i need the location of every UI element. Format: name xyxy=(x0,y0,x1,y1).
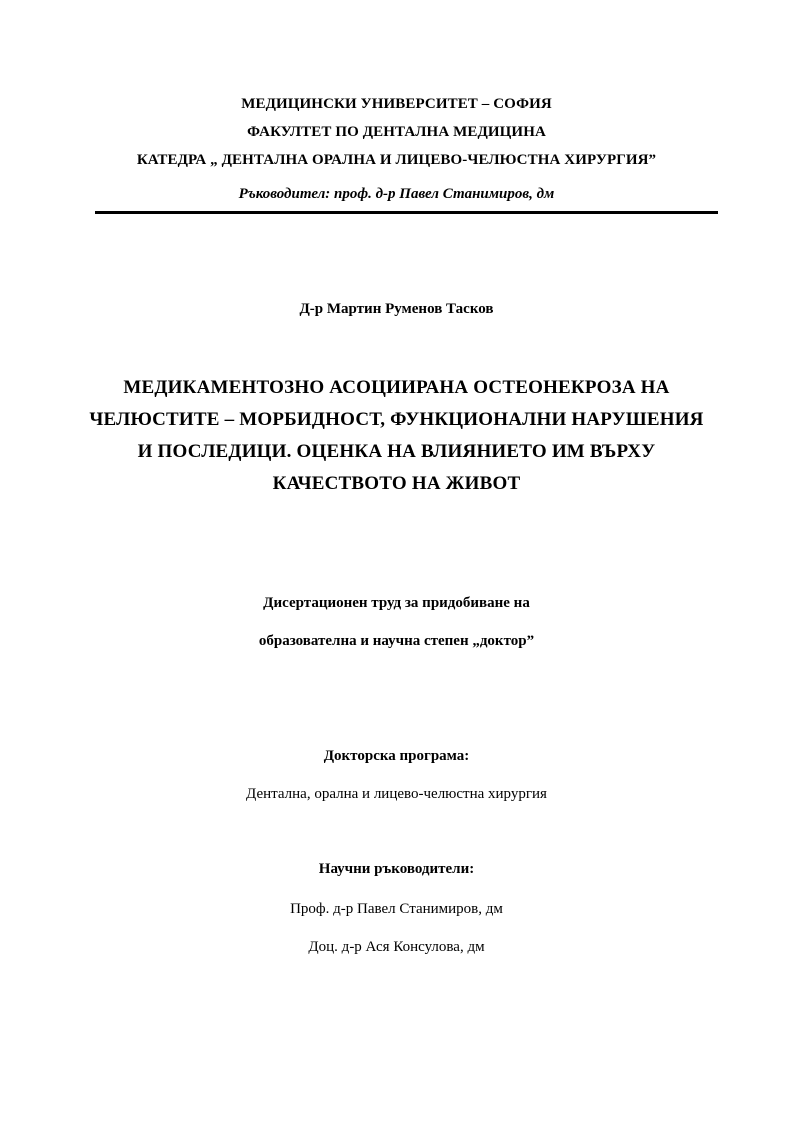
faculty-name: ФАКУЛТЕТ ПО ДЕНТАЛНА МЕДИЦИНА xyxy=(247,124,546,140)
supervisors-label: Научни ръководители: xyxy=(318,861,475,877)
header-divider xyxy=(95,211,718,214)
author-name: Д-р Мартин Руменов Тасков xyxy=(299,301,494,317)
title-line-2: ЧЕЛЮСТИТЕ – МОРБИДНОСТ, ФУНКЦИОНАЛНИ НАРУШЕНИЯ xyxy=(89,409,704,430)
title-line-4: КАЧЕСТВОТО НА ЖИВОТ xyxy=(272,473,521,494)
university-name: МЕДИЦИНСКИ УНИВЕРСИТЕТ – СОФИЯ xyxy=(241,96,552,112)
dissertation-line-2: образователна и научна степен „доктор” xyxy=(258,633,535,649)
department-head: Ръководител: проф. д-р Павел Станимиров, дм xyxy=(238,186,555,202)
dissertation-line-1: Дисертационен труд за придобиване на xyxy=(263,595,530,611)
program-value: Дентална, орална и лицево-челюстна хирургия xyxy=(246,786,547,802)
title-line-3: И ПОСЛЕДИЦИ. ОЦЕНКА НА ВЛИЯНИЕТО ИМ ВЪРХУ xyxy=(137,441,656,462)
supervisor-2: Доц. д-р Ася Консулова, дм xyxy=(308,939,485,955)
program-label: Докторска програма: xyxy=(323,748,470,764)
supervisor-1: Проф. д-р Павел Станимиров, дм xyxy=(290,901,503,917)
department-name: КАТЕДРА „ ДЕНТАЛНА ОРАЛНА И ЛИЦЕВО-ЧЕЛЮСТНА ХИРУРГИЯ” xyxy=(136,152,657,168)
title-line-1: МЕДИКАМЕНТОЗНО АСОЦИИРАНА ОСТЕОНЕКРОЗА НА xyxy=(123,377,670,398)
